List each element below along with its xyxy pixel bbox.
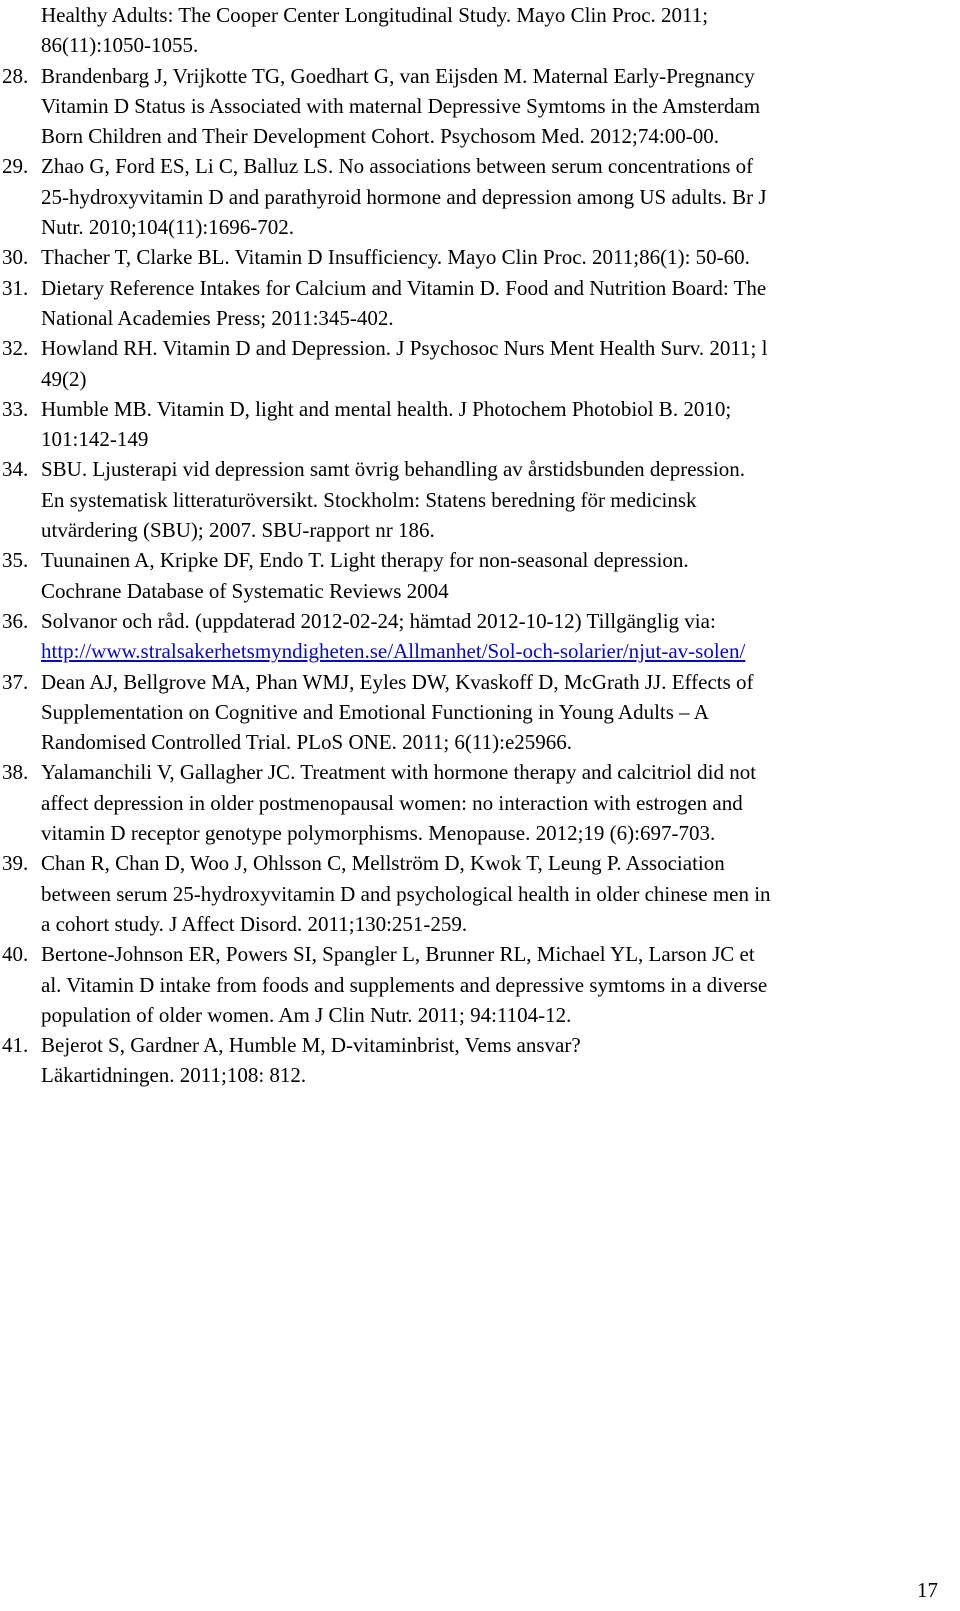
reference-line: Läkartidningen. 2011;108: 812. [41,1063,307,1088]
reference-number: 33. [2,396,29,421]
reference-item [0,151,960,242]
reference-line: vitamin D receptor genotype polymorphisms. Menopause. 2012;19 (6):697-703. [41,821,716,846]
reference-line: Humble MB. Vitamin D, light and mental health. J Photochem Photobiol B. 2010; [41,396,732,421]
reference-number: 28. [2,63,29,88]
reference-item [0,454,960,545]
reference-line: Thacher T, Clarke BL. Vitamin D Insufficiency. Mayo Clin Proc. 2011;86(1): 50-60. [41,245,750,270]
reference-line: population of older women. Am J Clin Nutr. 2011; 94:1104-12. [41,1002,572,1027]
reference-line: Brandenbarg J, Vrijkotte TG, Goedhart G, van Eijsden M. Maternal Early-Pregnancy [41,63,755,88]
reference-line: National Academies Press; 2011:345-402. [41,305,394,330]
reference-item [0,242,960,272]
reference-item [0,0,960,61]
reference-number: 37. [2,669,29,694]
reference-line: Vitamin D Status is Associated with maternal Depressive Symtoms in the Amsterdam [41,93,761,118]
reference-item [0,545,960,606]
reference-item [0,1030,960,1091]
reference-line: Tuunainen A, Kripke DF, Endo T. Light therapy for non-seasonal depression. [41,548,689,573]
reference-line: a cohort study. J Affect Disord. 2011;130:251-259. [41,911,468,936]
reference-line: En systematisk litteraturöversikt. Stockholm: Statens beredning för medicinsk [41,487,697,512]
reference-number: 36. [2,608,29,633]
reference-line: affect depression in older postmenopausal women: no interaction with estrogen and [41,790,743,815]
reference-line: Zhao G, Ford ES, Li C, Balluz LS. No associations between serum concentrations of [41,154,754,179]
reference-number: 34. [2,457,29,482]
reference-number: 38. [2,760,29,785]
reference-line: utvärdering (SBU); 2007. SBU-rapport nr 186. [41,518,435,543]
reference-number: 32. [2,336,29,361]
reference-line: Dietary Reference Intakes for Calcium and Vitamin D. Food and Nutrition Board: The [41,275,767,300]
reference-line: 49(2) [41,366,87,391]
reference-line: al. Vitamin D intake from foods and supplements and depressive symtoms in a diverse [41,972,768,997]
reference-line: 86(11):1050-1055. [41,33,199,58]
reference-line: between serum 25-hydroxyvitamin D and psychological health in older chinese men in [41,881,771,906]
reference-number: 41. [2,1033,29,1058]
reference-line: Yalamanchili V, Gallagher JC. Treatment with hormone therapy and calcitriol did not [41,760,757,785]
reference-number: 35. [2,548,29,573]
reference-item [0,757,960,848]
reference-line: Supplementation on Cognitive and Emotional Functioning in Young Adults – A [41,699,709,724]
reference-item [0,273,960,334]
reference-line: Solvanor och råd. (uppdaterad 2012-02-24; hämtad 2012-10-12) Tillgänglig via: [41,608,716,633]
reference-line: Chan R, Chan D, Woo J, Ohlsson C, Mellström D, Kwok T, Leung P. Association [41,851,725,876]
reference-item [0,939,960,1030]
reference-line: Bertone-Johnson ER, Powers SI, Spangler L, Brunner RL, Michael YL, Larson JC et [41,942,755,967]
reference-line: Bejerot S, Gardner A, Humble M, D-vitaminbrist, Vems ansvar? [41,1033,581,1058]
reference-item [0,333,960,394]
reference-line: 25-hydroxyvitamin D and parathyroid hormone and depression among US adults. Br J [41,184,767,209]
reference-number: 31. [2,275,29,300]
reference-number: 30. [2,245,29,270]
reference-line: Born Children and Their Development Cohort. Psychosom Med. 2012;74:00-00. [41,124,719,149]
reference-item [0,394,960,455]
page-number: 17 [917,1578,938,1602]
reference-line: Cochrane Database of Systematic Reviews 2004 [41,578,449,603]
reference-number: 40. [2,942,29,967]
reference-link[interactable]: http://www.stralsakerhetsmyndigheten.se/Allmanhet/Sol-och-solarier/njut-av-solen/ [41,639,746,664]
reference-item [0,667,960,758]
reference-line: Nutr. 2010;104(11):1696-702. [41,215,294,240]
reference-line: 101:142-149 [41,427,149,452]
reference-item [0,848,960,939]
reference-line: SBU. Ljusterapi vid depression samt övrig behandling av årstidsbunden depression. [41,457,745,482]
reference-line: Dean AJ, Bellgrove MA, Phan WMJ, Eyles DW, Kvaskoff D, McGrath JJ. Effects of [41,669,754,694]
reference-line: Howland RH. Vitamin D and Depression. J Psychosoc Nurs Ment Health Surv. 2011; l [41,336,768,361]
reference-line: Healthy Adults: The Cooper Center Longitudinal Study. Mayo Clin Proc. 2011; [41,3,709,27]
reference-item [0,606,960,667]
reference-number: 39. [2,851,29,876]
reference-item [0,61,960,152]
reference-number: 29. [2,154,29,179]
reference-line: Randomised Controlled Trial. PLoS ONE. 2011; 6(11):e25966. [41,730,573,755]
